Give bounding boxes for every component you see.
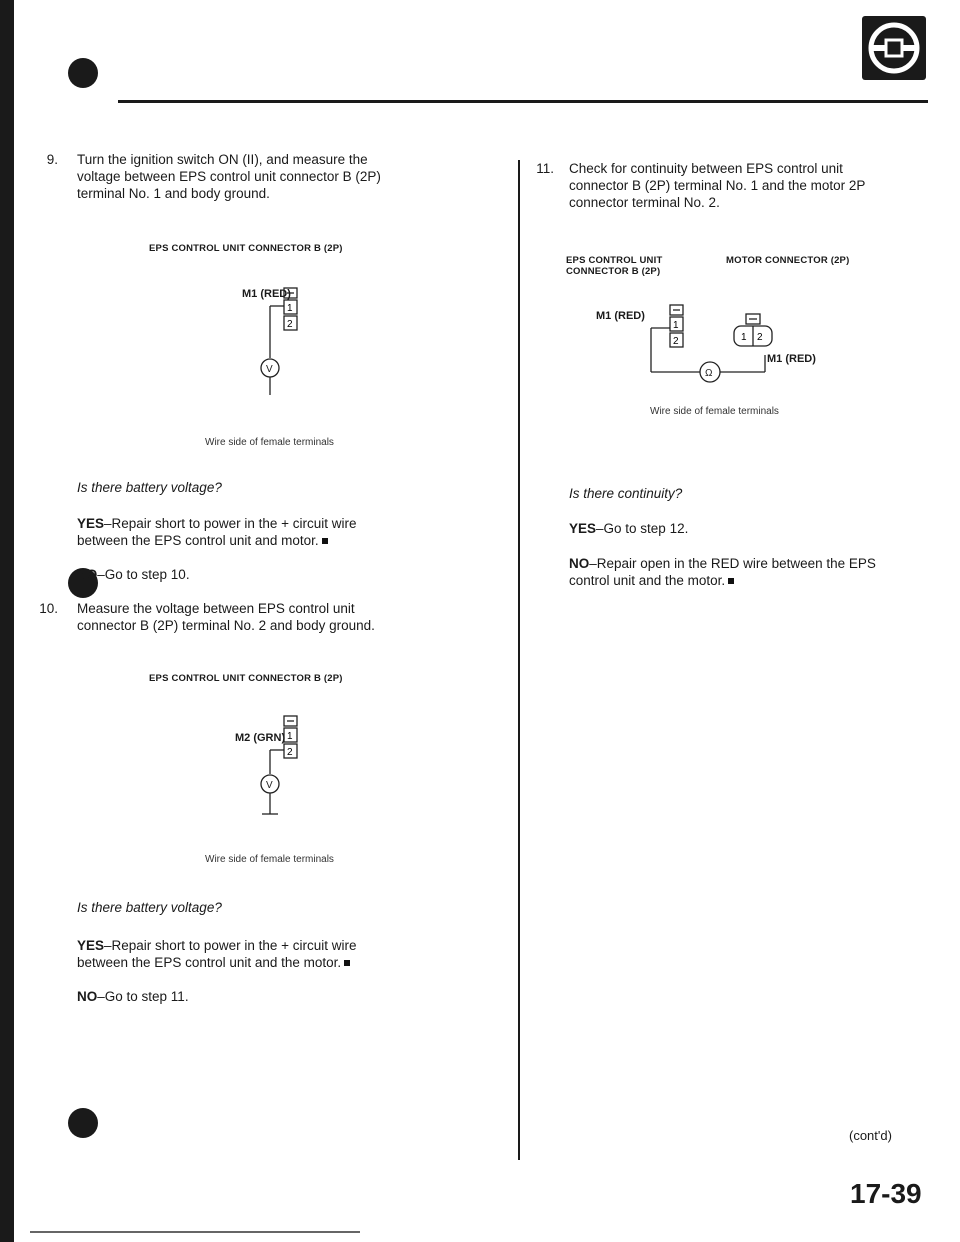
page-number: 17-39 bbox=[850, 1178, 922, 1209]
yes-answer: YES–Repair short to power in the + circuit wire between the EPS control unit and the motor. bbox=[77, 938, 357, 970]
no-text: Repair open in the RED wire between the EPS bbox=[596, 556, 876, 571]
pin-1-label: 1 bbox=[287, 731, 293, 742]
voltmeter-diagram bbox=[240, 700, 310, 825]
pin-1-label: 1 bbox=[287, 303, 293, 314]
instruction-line: voltage between EPS control unit connector B (2P) bbox=[77, 169, 381, 184]
no-label: NO bbox=[77, 989, 98, 1004]
end-bullet bbox=[728, 578, 734, 584]
pin-2-label: 2 bbox=[287, 319, 293, 330]
instruction-line: Measure the voltage between EPS control unit bbox=[77, 601, 355, 616]
yes-text: Go to step 12. bbox=[603, 521, 689, 536]
yes-label: YES bbox=[569, 521, 597, 536]
instruction-line: connector terminal No. 2. bbox=[569, 195, 720, 210]
question: Is there battery voltage? bbox=[77, 900, 222, 915]
caption-line: EPS CONTROL UNIT bbox=[566, 255, 663, 266]
end-bullet bbox=[344, 960, 350, 966]
column-divider bbox=[518, 160, 520, 1160]
question: Is there battery voltage? bbox=[77, 480, 222, 495]
no-text: Go to step 11. bbox=[104, 989, 189, 1004]
no-answer: NO–Go to step 11. bbox=[77, 989, 189, 1004]
header-rule bbox=[118, 100, 928, 103]
binder-strip bbox=[0, 0, 14, 1242]
step-number: 10. bbox=[39, 601, 58, 616]
caption-line: CONNECTOR B (2P) bbox=[566, 266, 661, 277]
yes-answer: YES–Repair short to power in the + circuit wire between the EPS control unit and motor. bbox=[77, 516, 357, 548]
step-instructions bbox=[569, 160, 960, 211]
step-number: 9. bbox=[46, 152, 58, 167]
no-label: NO bbox=[77, 567, 98, 582]
instruction-line: Check for continuity between EPS control unit bbox=[569, 161, 843, 176]
instruction-line: connector B (2P) terminal No. 2 and body ground. bbox=[77, 618, 375, 633]
no-text-cont: control unit and the motor. bbox=[569, 573, 726, 588]
yes-label: YES bbox=[77, 938, 105, 953]
continuity-diagram bbox=[600, 300, 775, 385]
instruction-line: terminal No. 1 and body ground. bbox=[77, 186, 270, 201]
punch-hole bbox=[68, 58, 98, 88]
motor-pin-2-label: 2 bbox=[757, 332, 763, 343]
no-answer: NO–Go to step 10. bbox=[77, 567, 190, 582]
motor-connector-caption: MOTOR CONNECTOR (2P) bbox=[726, 255, 850, 266]
end-bullet bbox=[322, 538, 328, 544]
yes-text-cont: between the EPS control unit and motor. bbox=[77, 533, 319, 548]
steering-wheel-icon bbox=[862, 16, 926, 80]
yes-text: Repair short to power in the + circuit wire bbox=[111, 938, 357, 953]
no-text: Go to step 10. bbox=[104, 567, 190, 582]
instruction-line: Turn the ignition switch ON (II), and measure the bbox=[77, 152, 368, 167]
voltmeter-icon: V bbox=[266, 780, 273, 791]
yes-text: Repair short to power in the + circuit wire bbox=[111, 516, 357, 531]
step-number: 11. bbox=[536, 161, 554, 176]
wire-side-note: Wire side of female terminals bbox=[205, 437, 334, 448]
pin-1-label: 1 bbox=[673, 320, 679, 331]
pin-2-label: 2 bbox=[287, 747, 293, 758]
wire-label: M2 (GRN) bbox=[235, 732, 286, 744]
voltmeter-diagram bbox=[240, 280, 310, 395]
footer-rule bbox=[30, 1231, 360, 1233]
voltmeter-icon: V bbox=[266, 364, 273, 375]
yes-label: YES bbox=[77, 516, 105, 531]
ohmmeter-icon: Ω bbox=[705, 368, 713, 379]
yes-answer: YES–Go to step 12. bbox=[569, 521, 689, 536]
yes-text-cont: between the EPS control unit and the motor. bbox=[77, 955, 342, 970]
question: Is there continuity? bbox=[569, 486, 683, 501]
instruction-line: connector B (2P) terminal No. 1 and the motor 2P bbox=[569, 178, 866, 193]
wire-label: M1 (RED) bbox=[767, 353, 816, 365]
connector-caption bbox=[566, 255, 662, 277]
pin-2-label: 2 bbox=[673, 336, 679, 347]
wire-label: M1 (RED) bbox=[242, 288, 291, 300]
step-instructions bbox=[77, 151, 482, 202]
step-instructions bbox=[77, 600, 482, 634]
continued-note: (cont'd) bbox=[849, 1128, 892, 1143]
no-answer: NO–Repair open in the RED wire between the EPS control unit and the motor. bbox=[569, 556, 876, 588]
wire-label: M1 (RED) bbox=[596, 310, 645, 322]
punch-hole bbox=[68, 1108, 98, 1138]
no-label: NO bbox=[569, 556, 590, 571]
connector-caption: EPS CONTROL UNIT CONNECTOR B (2P) bbox=[149, 673, 343, 684]
connector-caption: EPS CONTROL UNIT CONNECTOR B (2P) bbox=[149, 243, 343, 254]
motor-pin-1-label: 1 bbox=[741, 332, 747, 343]
wire-side-note: Wire side of female terminals bbox=[650, 406, 779, 417]
wire-side-note: Wire side of female terminals bbox=[205, 854, 334, 865]
